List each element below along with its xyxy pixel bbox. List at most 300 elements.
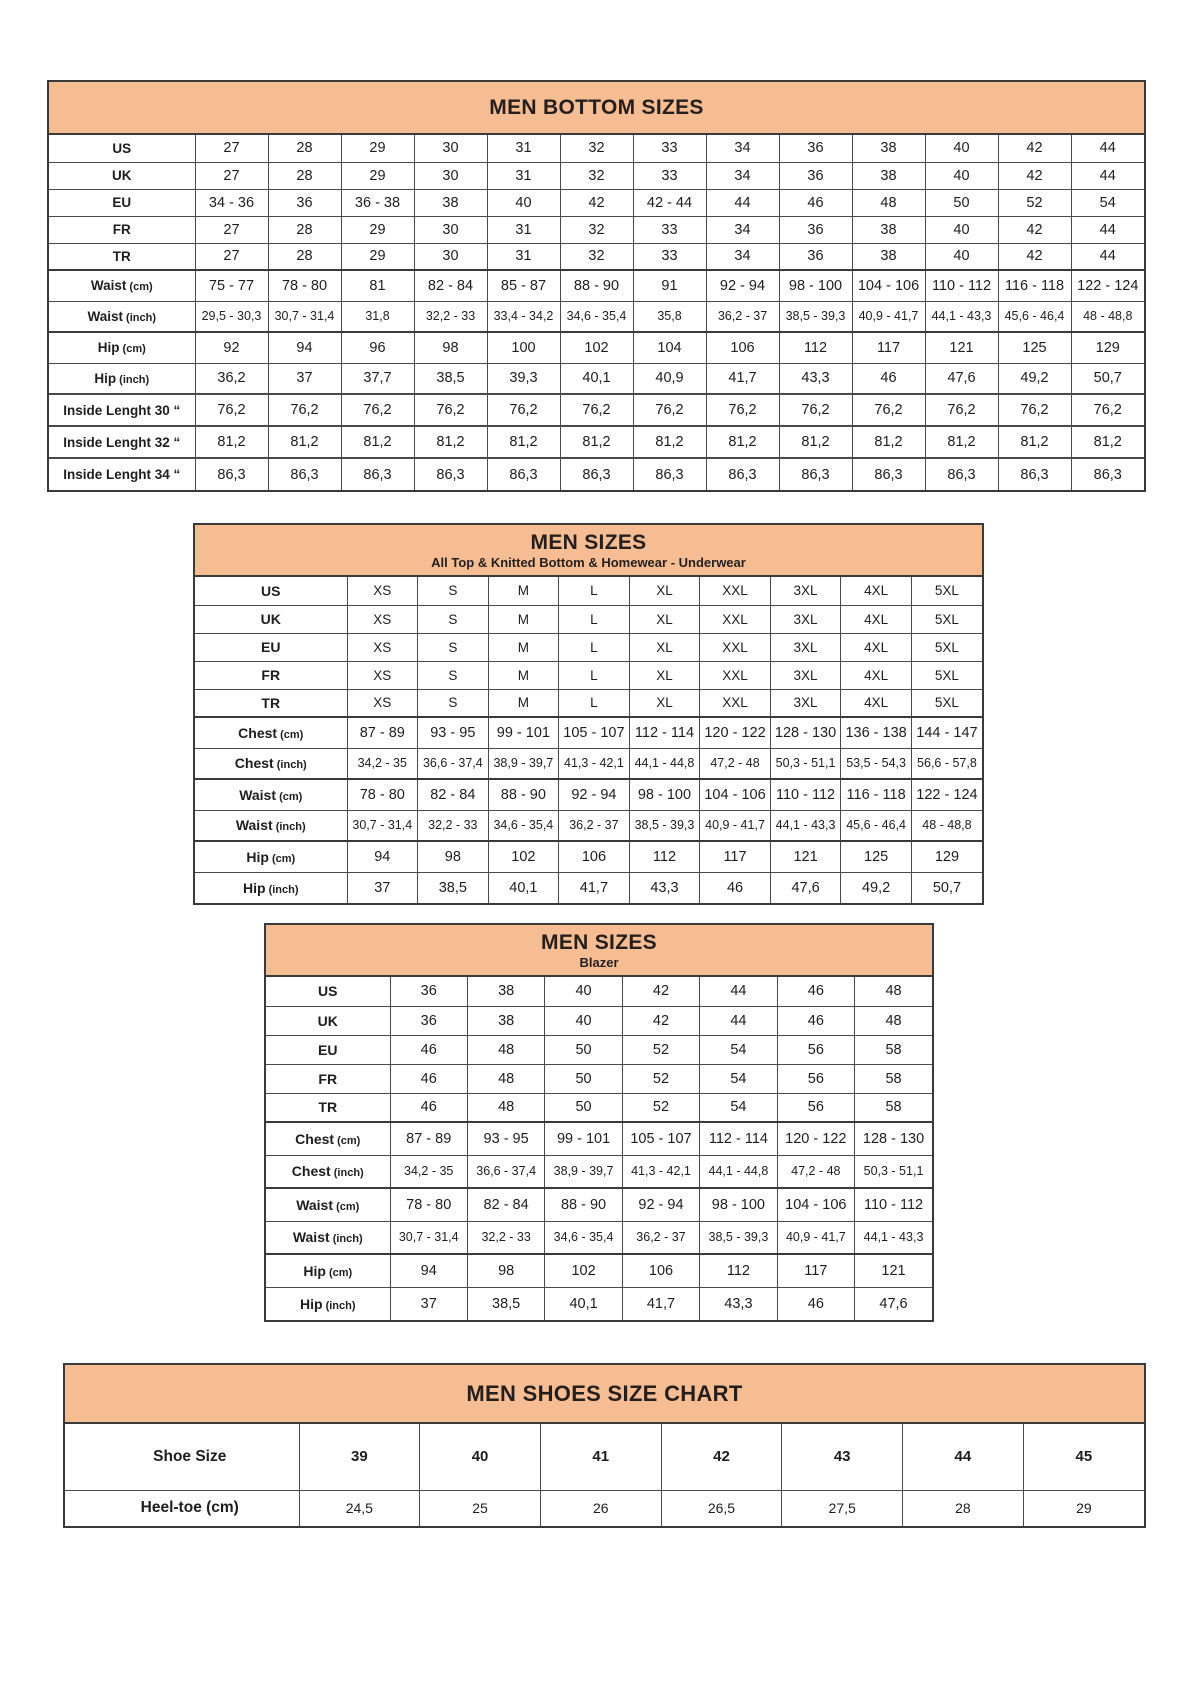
- cell-value: 58: [855, 1064, 932, 1093]
- cell-value: 86,3: [1071, 458, 1144, 490]
- cell-value: 125: [841, 841, 912, 872]
- cell-value: 50,7: [1071, 363, 1144, 394]
- cell-value: 41: [540, 1424, 661, 1490]
- row-label: UK: [266, 1006, 390, 1035]
- table-row: [49, 301, 1144, 332]
- cell-value: 34: [706, 216, 779, 243]
- cell-value: 42: [998, 162, 1071, 189]
- cell-value: 144 - 147: [911, 717, 982, 748]
- cell-value: 37: [347, 872, 418, 903]
- table-row: [266, 1287, 932, 1320]
- cell-value: 3XL: [770, 577, 841, 605]
- cell-value: 46: [390, 1064, 467, 1093]
- cell-value: 4XL: [841, 633, 912, 661]
- row-label-unit: (inch): [330, 1167, 364, 1180]
- cell-value: 37,7: [341, 363, 414, 394]
- cell-value: 27: [195, 162, 268, 189]
- table-row: [65, 1490, 1144, 1526]
- table-row: [195, 810, 982, 841]
- cell-value: 42 - 44: [633, 189, 706, 216]
- row-label: Inside Lenght 30 “: [49, 394, 195, 426]
- cell-value: S: [418, 633, 489, 661]
- table-row: [49, 216, 1144, 243]
- cell-value: 76,2: [268, 394, 341, 426]
- table-title: MEN SHOES SIZE CHART: [466, 1381, 743, 1406]
- cell-value: 128 - 130: [855, 1122, 932, 1155]
- row-label-unit: (inch): [329, 1233, 363, 1246]
- cell-value: 117: [777, 1254, 854, 1287]
- cell-value: 76,2: [998, 394, 1071, 426]
- cell-value: 26,5: [661, 1490, 782, 1526]
- cell-value: 42: [998, 243, 1071, 270]
- cell-value: 36: [390, 1006, 467, 1035]
- cell-value: 58: [855, 1093, 932, 1122]
- cell-value: 94: [390, 1254, 467, 1287]
- cell-value: 38,5: [414, 363, 487, 394]
- cell-value: XS: [347, 661, 418, 689]
- men-bottom-sizes-grid: [49, 135, 1144, 490]
- cell-value: 3XL: [770, 633, 841, 661]
- cell-value: 34 - 36: [195, 189, 268, 216]
- cell-value: 129: [1071, 332, 1144, 363]
- cell-value: 104 - 106: [700, 779, 771, 810]
- row-label: Inside Lenght 32 “: [49, 426, 195, 458]
- cell-value: 44: [1071, 135, 1144, 162]
- cell-value: 38,5: [467, 1287, 544, 1320]
- row-label: Inside Lenght 34 “: [49, 458, 195, 490]
- cell-value: 40,9: [633, 363, 706, 394]
- cell-value: 40,9 - 41,7: [700, 810, 771, 841]
- table-row: [49, 189, 1144, 216]
- cell-value: 33,4 - 34,2: [487, 301, 560, 332]
- cell-value: 86,3: [487, 458, 560, 490]
- cell-value: 86,3: [852, 458, 925, 490]
- cell-value: 39,3: [487, 363, 560, 394]
- men-sizes-tops-table: [193, 523, 984, 905]
- cell-value: 54: [700, 1064, 777, 1093]
- cell-value: 31: [487, 162, 560, 189]
- table-row: [195, 748, 982, 779]
- cell-value: 32,2 - 33: [418, 810, 489, 841]
- row-label: Hip (cm): [195, 841, 347, 872]
- cell-value: 50,3 - 51,1: [770, 748, 841, 779]
- cell-value: 33: [633, 216, 706, 243]
- row-label: UK: [195, 605, 347, 633]
- men-shoes-size-chart-header: [65, 1365, 1144, 1424]
- cell-value: 24,5: [299, 1490, 420, 1526]
- table-subtitle: All Top & Knitted Bottom & Homewear - Underwear: [431, 555, 746, 570]
- cell-value: 30: [414, 216, 487, 243]
- cell-value: 36: [390, 977, 467, 1006]
- cell-value: 30: [414, 243, 487, 270]
- cell-value: 38,5 - 39,3: [700, 1221, 777, 1254]
- table-row: [266, 1122, 932, 1155]
- cell-value: 44: [1071, 243, 1144, 270]
- cell-value: 34: [706, 243, 779, 270]
- cell-value: 56: [777, 1064, 854, 1093]
- cell-value: 41,7: [622, 1287, 699, 1320]
- cell-value: 43,3: [700, 1287, 777, 1320]
- row-label: Chest (inch): [266, 1155, 390, 1188]
- row-label-unit: (inch): [273, 759, 307, 772]
- cell-value: 117: [852, 332, 925, 363]
- cell-value: 30: [414, 135, 487, 162]
- cell-value: 5XL: [911, 605, 982, 633]
- cell-value: 3XL: [770, 661, 841, 689]
- row-label-unit: (inch): [265, 883, 299, 896]
- cell-value: 40: [545, 977, 622, 1006]
- cell-value: 54: [700, 1035, 777, 1064]
- cell-value: 30,7 - 31,4: [347, 810, 418, 841]
- table-row: [266, 1006, 932, 1035]
- table-row: [195, 872, 982, 903]
- cell-value: 39: [299, 1424, 420, 1490]
- row-label: Chest (cm): [266, 1122, 390, 1155]
- cell-value: L: [559, 689, 630, 717]
- row-label: Heel-toe (cm): [65, 1490, 299, 1526]
- cell-value: 46: [390, 1035, 467, 1064]
- cell-value: XXL: [700, 689, 771, 717]
- cell-value: 30,7 - 31,4: [390, 1221, 467, 1254]
- cell-value: 41,3 - 42,1: [559, 748, 630, 779]
- cell-value: 38,9 - 39,7: [545, 1155, 622, 1188]
- cell-value: 93 - 95: [418, 717, 489, 748]
- cell-value: 44: [1071, 216, 1144, 243]
- cell-value: 81,2: [195, 426, 268, 458]
- table-row: [195, 841, 982, 872]
- cell-value: 40: [925, 162, 998, 189]
- cell-value: 81,2: [852, 426, 925, 458]
- cell-value: 41,7: [559, 872, 630, 903]
- cell-value: 99 - 101: [488, 717, 559, 748]
- cell-value: 42: [998, 216, 1071, 243]
- cell-value: 86,3: [414, 458, 487, 490]
- cell-value: 112 - 114: [629, 717, 700, 748]
- cell-value: 5XL: [911, 577, 982, 605]
- row-label-unit: (cm): [276, 790, 303, 803]
- cell-value: 38,5 - 39,3: [629, 810, 700, 841]
- cell-value: 104 - 106: [852, 270, 925, 301]
- cell-value: 98: [467, 1254, 544, 1287]
- table-row: [195, 779, 982, 810]
- cell-value: 40: [925, 135, 998, 162]
- cell-value: 48: [855, 977, 932, 1006]
- cell-value: 98: [414, 332, 487, 363]
- cell-value: 46: [777, 1287, 854, 1320]
- cell-value: XL: [629, 633, 700, 661]
- cell-value: 56: [777, 1093, 854, 1122]
- cell-value: 34,6 - 35,4: [488, 810, 559, 841]
- cell-value: 99 - 101: [545, 1122, 622, 1155]
- cell-value: XL: [629, 577, 700, 605]
- row-label-unit: (inch): [123, 311, 156, 324]
- table-row: [195, 577, 982, 605]
- cell-value: 38,9 - 39,7: [488, 748, 559, 779]
- cell-value: 31: [487, 243, 560, 270]
- cell-value: 44: [700, 977, 777, 1006]
- cell-value: 86,3: [779, 458, 852, 490]
- cell-value: 49,2: [998, 363, 1071, 394]
- cell-value: 81,2: [268, 426, 341, 458]
- cell-value: 117: [700, 841, 771, 872]
- row-label: Hip (cm): [49, 332, 195, 363]
- cell-value: 31,8: [341, 301, 414, 332]
- cell-value: 44,1 - 43,3: [770, 810, 841, 841]
- cell-value: 36,6 - 37,4: [467, 1155, 544, 1188]
- cell-value: 40,9 - 41,7: [777, 1221, 854, 1254]
- table-row: [49, 363, 1144, 394]
- cell-value: 29: [1023, 1490, 1144, 1526]
- cell-value: XXL: [700, 577, 771, 605]
- cell-value: XXL: [700, 661, 771, 689]
- cell-value: XL: [629, 605, 700, 633]
- cell-value: 28: [903, 1490, 1024, 1526]
- cell-value: L: [559, 633, 630, 661]
- cell-value: 86,3: [560, 458, 633, 490]
- cell-value: 36: [268, 189, 341, 216]
- cell-value: 116 - 118: [841, 779, 912, 810]
- cell-value: 38: [467, 977, 544, 1006]
- cell-value: 76,2: [852, 394, 925, 426]
- cell-value: 44,1 - 44,8: [700, 1155, 777, 1188]
- cell-value: 32: [560, 243, 633, 270]
- cell-value: 128 - 130: [770, 717, 841, 748]
- table-row: [266, 977, 932, 1006]
- cell-value: 44,1 - 44,8: [629, 748, 700, 779]
- cell-value: 43,3: [779, 363, 852, 394]
- cell-value: 36,2 - 37: [706, 301, 779, 332]
- cell-value: 36: [779, 135, 852, 162]
- cell-value: 36: [779, 243, 852, 270]
- cell-value: 34: [706, 135, 779, 162]
- cell-value: 76,2: [414, 394, 487, 426]
- cell-value: 53,5 - 54,3: [841, 748, 912, 779]
- row-label: Waist (inch): [49, 301, 195, 332]
- cell-value: 86,3: [341, 458, 414, 490]
- cell-value: S: [418, 605, 489, 633]
- cell-value: 28: [268, 243, 341, 270]
- cell-value: 94: [268, 332, 341, 363]
- row-label: US: [266, 977, 390, 1006]
- row-label: Hip (inch): [266, 1287, 390, 1320]
- cell-value: 112 - 114: [700, 1122, 777, 1155]
- cell-value: 46: [777, 1006, 854, 1035]
- cell-value: 106: [622, 1254, 699, 1287]
- cell-value: 38: [414, 189, 487, 216]
- row-label: Hip (cm): [266, 1254, 390, 1287]
- row-label: Chest (cm): [195, 717, 347, 748]
- cell-value: 86,3: [633, 458, 706, 490]
- cell-value: 29: [341, 216, 414, 243]
- table-title: MEN SIZES: [541, 931, 657, 954]
- cell-value: 86,3: [925, 458, 998, 490]
- cell-value: 38: [467, 1006, 544, 1035]
- table-row: [49, 243, 1144, 270]
- cell-value: 129: [911, 841, 982, 872]
- row-label: TR: [195, 689, 347, 717]
- cell-value: 29: [341, 135, 414, 162]
- cell-value: 76,2: [633, 394, 706, 426]
- cell-value: 104: [633, 332, 706, 363]
- cell-value: 116 - 118: [998, 270, 1071, 301]
- cell-value: 42: [661, 1424, 782, 1490]
- cell-value: 81,2: [414, 426, 487, 458]
- cell-value: 120 - 122: [700, 717, 771, 748]
- row-label: EU: [49, 189, 195, 216]
- cell-value: 92 - 94: [622, 1188, 699, 1221]
- cell-value: 48: [852, 189, 925, 216]
- table-row: [49, 162, 1144, 189]
- cell-value: XXL: [700, 605, 771, 633]
- cell-value: 4XL: [841, 605, 912, 633]
- row-label: Shoe Size: [65, 1424, 299, 1490]
- table-subtitle: Blazer: [579, 955, 619, 970]
- cell-value: 106: [706, 332, 779, 363]
- cell-value: 75 - 77: [195, 270, 268, 301]
- cell-value: 40,9 - 41,7: [852, 301, 925, 332]
- cell-value: 92 - 94: [559, 779, 630, 810]
- cell-value: 29,5 - 30,3: [195, 301, 268, 332]
- cell-value: 76,2: [560, 394, 633, 426]
- cell-value: 102: [545, 1254, 622, 1287]
- cell-value: 87 - 89: [390, 1122, 467, 1155]
- row-label: FR: [195, 661, 347, 689]
- men-bottom-sizes-header: [49, 82, 1144, 135]
- table-row: [49, 270, 1144, 301]
- men-sizes-tops-grid: [195, 577, 982, 903]
- men-shoes-size-chart-grid: [65, 1424, 1144, 1526]
- row-label-unit: (cm): [126, 281, 153, 294]
- cell-value: 44: [903, 1424, 1024, 1490]
- cell-value: 52: [998, 189, 1071, 216]
- cell-value: 46: [852, 363, 925, 394]
- cell-value: 32,2 - 33: [467, 1221, 544, 1254]
- cell-value: 38: [852, 216, 925, 243]
- cell-value: 87 - 89: [347, 717, 418, 748]
- cell-value: 81,2: [998, 426, 1071, 458]
- cell-value: 35,8: [633, 301, 706, 332]
- cell-value: 76,2: [341, 394, 414, 426]
- row-label: Hip (inch): [49, 363, 195, 394]
- cell-value: 81,2: [706, 426, 779, 458]
- cell-value: 36,2 - 37: [622, 1221, 699, 1254]
- cell-value: 32: [560, 162, 633, 189]
- cell-value: 58: [855, 1035, 932, 1064]
- cell-value: 81,2: [633, 426, 706, 458]
- cell-value: 34,6 - 35,4: [560, 301, 633, 332]
- cell-value: XXL: [700, 633, 771, 661]
- table-row: [195, 717, 982, 748]
- cell-value: 31: [487, 216, 560, 243]
- cell-value: 81,2: [779, 426, 852, 458]
- cell-value: 54: [1071, 189, 1144, 216]
- cell-value: 81,2: [487, 426, 560, 458]
- table-row: [49, 458, 1144, 490]
- cell-value: 76,2: [925, 394, 998, 426]
- cell-value: 40,1: [560, 363, 633, 394]
- cell-value: 4XL: [841, 689, 912, 717]
- cell-value: 48: [467, 1035, 544, 1064]
- cell-value: 49,2: [841, 872, 912, 903]
- cell-value: 37: [268, 363, 341, 394]
- cell-value: 5XL: [911, 661, 982, 689]
- cell-value: 3XL: [770, 689, 841, 717]
- cell-value: 45,6 - 46,4: [841, 810, 912, 841]
- cell-value: 42: [560, 189, 633, 216]
- table-row: [266, 1221, 932, 1254]
- cell-value: 136 - 138: [841, 717, 912, 748]
- cell-value: 112: [779, 332, 852, 363]
- cell-value: 47,2 - 48: [700, 748, 771, 779]
- cell-value: 85 - 87: [487, 270, 560, 301]
- cell-value: 98 - 100: [779, 270, 852, 301]
- cell-value: 121: [770, 841, 841, 872]
- cell-value: 43,3: [629, 872, 700, 903]
- cell-value: 110 - 112: [770, 779, 841, 810]
- cell-value: M: [488, 605, 559, 633]
- cell-value: 44: [1071, 162, 1144, 189]
- cell-value: 52: [622, 1035, 699, 1064]
- cell-value: 50,3 - 51,1: [855, 1155, 932, 1188]
- cell-value: 96: [341, 332, 414, 363]
- cell-value: 40: [487, 189, 560, 216]
- row-label-unit: (cm): [277, 728, 304, 741]
- cell-value: 46: [390, 1093, 467, 1122]
- men-bottom-sizes-table: [47, 80, 1146, 492]
- cell-value: 36 - 38: [341, 189, 414, 216]
- cell-value: 81: [341, 270, 414, 301]
- table-row: [195, 605, 982, 633]
- cell-value: 27: [195, 243, 268, 270]
- table-row: [49, 426, 1144, 458]
- cell-value: 48: [855, 1006, 932, 1035]
- cell-value: 86,3: [998, 458, 1071, 490]
- cell-value: 28: [268, 216, 341, 243]
- cell-value: 34,6 - 35,4: [545, 1221, 622, 1254]
- cell-value: 86,3: [268, 458, 341, 490]
- cell-value: XS: [347, 577, 418, 605]
- men-sizes-blazer-grid: [266, 977, 932, 1320]
- table-row: [49, 332, 1144, 363]
- cell-value: 81,2: [560, 426, 633, 458]
- cell-value: 42: [622, 977, 699, 1006]
- cell-value: 46: [700, 872, 771, 903]
- cell-value: L: [559, 605, 630, 633]
- cell-value: 104 - 106: [777, 1188, 854, 1221]
- cell-value: 40: [545, 1006, 622, 1035]
- cell-value: 40: [925, 243, 998, 270]
- men-sizes-tops-header: [195, 525, 982, 577]
- table-row: [266, 1035, 932, 1064]
- cell-value: 36,2: [195, 363, 268, 394]
- row-label-unit: (inch): [116, 373, 150, 386]
- row-label: EU: [266, 1035, 390, 1064]
- cell-value: 125: [998, 332, 1071, 363]
- cell-value: 32,2 - 33: [414, 301, 487, 332]
- cell-value: 36: [779, 162, 852, 189]
- cell-value: 37: [390, 1287, 467, 1320]
- row-label: Waist (inch): [266, 1221, 390, 1254]
- cell-value: XS: [347, 689, 418, 717]
- cell-value: L: [559, 661, 630, 689]
- cell-value: 56: [777, 1035, 854, 1064]
- row-label: US: [49, 135, 195, 162]
- cell-value: S: [418, 661, 489, 689]
- cell-value: 41,3 - 42,1: [622, 1155, 699, 1188]
- row-label: TR: [266, 1093, 390, 1122]
- table-title: MEN BOTTOM SIZES: [489, 96, 704, 119]
- cell-value: 88 - 90: [560, 270, 633, 301]
